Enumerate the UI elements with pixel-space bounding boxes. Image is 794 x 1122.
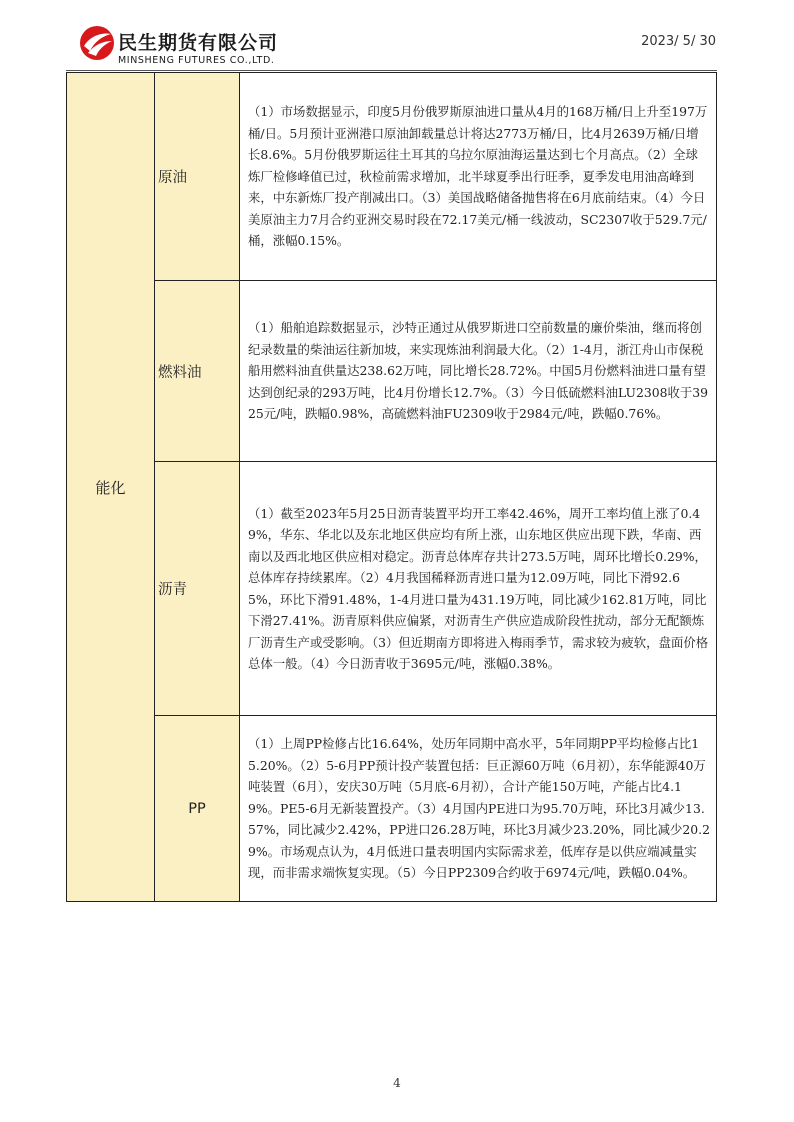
table-row <box>67 716 717 902</box>
product-commentary: （1）船舶追踪数据显示，沙特正通过从俄罗斯进口空前数量的廉价柴油，继而将创纪录数量的柴油运往新加坡，来实现炼油利润最大化。（2）1-4月，浙江舟山市保税船用燃料油直供量达238.62万吨，同比增长28.72%。中国5月份燃料油进口量有望达到创纪录的293万吨，比4月份增长12.7%。（3）今日低硫燃料油LU2308收于3925元/吨，跌幅0.98%，高硫燃料油FU2309收于2984元/吨，跌幅0.76%。 <box>240 281 717 462</box>
product-cell-fuel-oil: 燃料油 <box>155 281 240 462</box>
minsheng-logo-icon <box>78 24 116 62</box>
page-number: 4 <box>393 1076 401 1090</box>
table-row <box>67 73 717 281</box>
product-cell-pp: PP <box>155 716 240 902</box>
commodity-table <box>66 72 717 902</box>
sector-cell: 能化 <box>67 73 155 902</box>
header-divider <box>66 70 717 71</box>
product-commentary: （1）上周PP检修占比16.64%，处历年同期中高水平，5年同期PP平均检修占比15.20%。（2）5-6月PP预计投产装置包括：巨正源60万吨（6月初），东华能源40万吨装置（6月），安庆30万吨（5月底-6月初），合计产能150万吨，产能占比4.19%。PE5-6月无新装置投产。（3）4月国内PE进口为95.70万吨，环比3月减少13.57%，同比减少2.42%，PP进口26.28万吨，环比3月减少23.20%，同比减少20.29%。市场观点认为，4月低进口量表明国内实际需求差，低库存是以供应端减量实现，而非需求端恢复实现。（5）今日PP2309合约收于6974元/吨，跌幅0.04%。 <box>240 716 717 902</box>
company-name-en: MINSHENG FUTURES CO.,LTD. <box>118 55 275 66</box>
table-row <box>67 462 717 716</box>
table-row <box>67 281 717 462</box>
product-cell-crude-oil: 原油 <box>155 73 240 281</box>
report-date: 2023/ 5/ 30 <box>641 34 716 49</box>
product-commentary: （1）市场数据显示，印度5月份俄罗斯原油进口量从4月的168万桶/日上升至197万桶/日。5月预计亚洲港口原油卸载量总计将达2773万桶/日，比4月2639万桶/日增长8.6%。5月份俄罗斯运往土耳其的乌拉尔原油海运量达到七个月高点。（2）全球炼厂检修峰值已过，秋检前需求增加，北半球夏季出行旺季，夏季发电用油高峰到来，中东新炼厂投产削减出口。（3）美国战略储备抛售将在6月底前结束。（4）今日美原油主力7月合约亚洲交易时段在72.17美元/桶一线波动，SC2307收于529.7元/桶，涨幅0.15%。 <box>240 73 717 281</box>
company-name-cn: 民生期货有限公司 <box>118 32 279 54</box>
page-header <box>78 22 718 70</box>
product-commentary: （1）截至2023年5月25日沥青装置平均开工率42.46%，周开工率均值上涨了0.49%，华东、华北以及东北地区供应均有所上涨，山东地区供应出现下跌，华南、西南以及西北地区供应相对稳定。沥青总体库存共计273.5万吨，周环比增长0.29%，总体库存持续累库。（2）4月我国稀释沥青进口量为12.09万吨，同比下滑92.65%，环比下滑91.48%，1-4月进口量为431.19万吨，同比减少162.81万吨，同比下滑27.41%。沥青原料供应偏紧，对沥青生产供应造成阶段性扰动，部分无配额炼厂沥青生产或受影响。（3）但近期南方即将进入梅雨季节，需求较为疲软，盘面价格总体一般。（4）今日沥青收于3695元/吨，涨幅0.38%。 <box>240 462 717 716</box>
product-cell-asphalt: 沥青 <box>155 462 240 716</box>
